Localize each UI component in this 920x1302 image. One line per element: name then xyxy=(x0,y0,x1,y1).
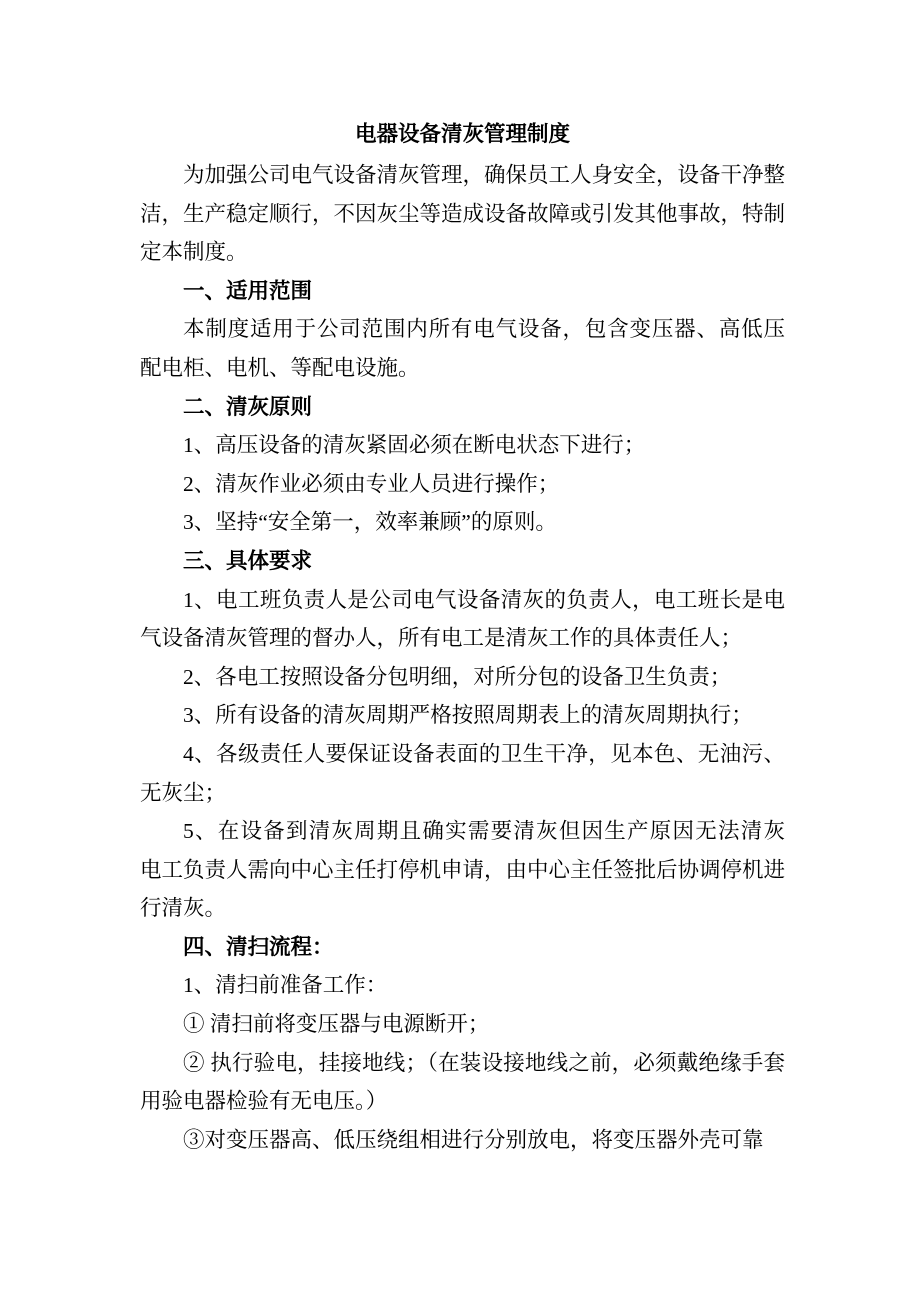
paragraph xyxy=(140,812,785,928)
text-line: 为加强公司电气设备清灰管理，确保员工人身安全，设备干净整 xyxy=(183,163,785,187)
paragraph xyxy=(140,581,785,658)
text-line: 1、清扫前准备工作： xyxy=(183,973,388,998)
text-line: ③对变压器高、低压绕组相进行分别放电，将变压器外壳可靠 xyxy=(183,1127,764,1152)
document-page xyxy=(140,116,785,1159)
paragraph xyxy=(140,426,785,465)
section-heading xyxy=(140,272,785,311)
text-line: 本制度适用于公司范围内所有电气设备，包含变压器、高低压 xyxy=(183,317,785,342)
paragraph xyxy=(140,1121,785,1160)
text-line: 二、清灰原则 xyxy=(183,394,313,419)
section-heading xyxy=(140,388,785,427)
paragraph xyxy=(140,658,785,697)
paragraph xyxy=(140,735,785,812)
paragraph xyxy=(140,156,785,272)
text-line: 3、所有设备的清灰周期严格按照周期表上的清灰周期执行； xyxy=(183,703,753,728)
text-line: 电工负责人需向中心主任打停机申请，由中心主任签批后协调停机进 xyxy=(140,857,785,882)
text-line: 2、各电工按照设备分包明细，对所分包的设备卫生负责； xyxy=(183,664,732,689)
text-line: 1、电工班负责人是公司电气设备清灰的负责人，电工班长是电 xyxy=(183,587,785,612)
document-title: 电器设备清灰管理制度 xyxy=(354,122,570,146)
text-line: 2、清灰作业必须由专业人员进行操作； xyxy=(183,471,560,496)
text-line: 5、在设备到清灰周期且确实需要清灰但因生产原因无法清灰 xyxy=(183,819,785,844)
text-line: 1、高压设备的清灰紧固必须在断电状态下进行； xyxy=(183,433,646,458)
document-body xyxy=(140,156,785,1159)
text-line: 三、具体要求 xyxy=(183,548,313,573)
paragraph xyxy=(140,465,785,504)
text-line: 无灰尘； xyxy=(140,780,227,805)
text-line: 洁，生产稳定顺行，不因灰尘等造成设备故障或引发其他事故，特制 xyxy=(140,201,785,226)
paragraph xyxy=(140,503,785,542)
paragraph xyxy=(140,1044,785,1121)
text-line: 行清灰。 xyxy=(140,896,227,921)
text-line: 用验电器检验有无电压。） xyxy=(140,1089,388,1114)
paragraph xyxy=(140,310,785,387)
text-line: 定本制度。 xyxy=(140,240,248,265)
text-line: 4、各级责任人要保证设备表面的卫生干净，见本色、无油污、 xyxy=(183,741,785,766)
paragraph xyxy=(140,696,785,735)
paragraph xyxy=(140,966,785,1005)
text-line: 一、适用范围 xyxy=(183,278,313,303)
section-heading xyxy=(140,928,785,967)
text-line: 四、清扫流程： xyxy=(183,934,334,959)
text-line: 气设备清灰管理的督办人，所有电工是清灰工作的具体责任人； xyxy=(140,626,743,651)
text-line: 3、坚持“安全第一，效率兼顾”的原则。 xyxy=(183,510,557,535)
text-line: ② 执行验电，挂接地线；（在装设接地线之前，必须戴绝缘手套 xyxy=(183,1050,785,1075)
paragraph xyxy=(140,1005,785,1044)
text-line: ① 清扫前将变压器与电源断开； xyxy=(183,1012,490,1037)
text-line: 配电柜、电机、等配电设施。 xyxy=(140,355,420,380)
section-heading xyxy=(140,542,785,581)
